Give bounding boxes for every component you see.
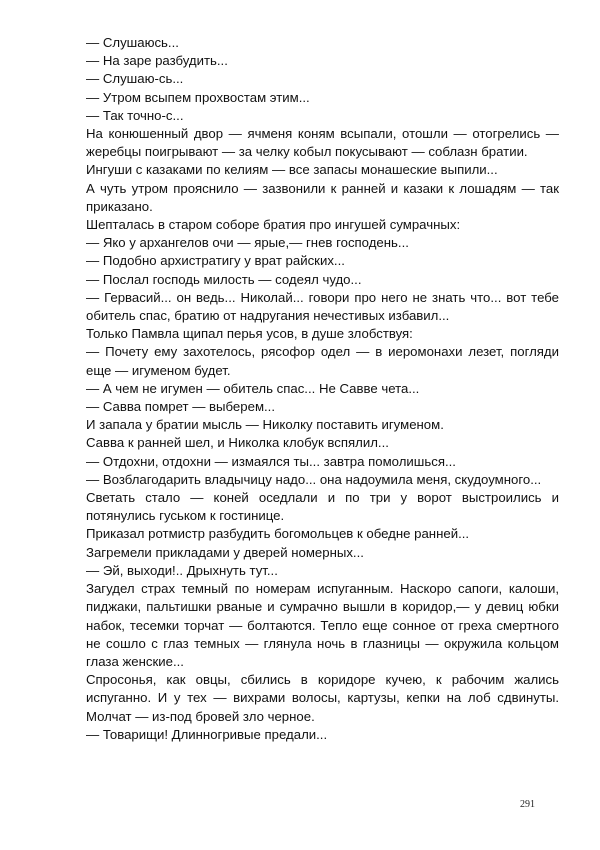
paragraph: — На заре разбудить... (86, 53, 228, 69)
paragraph: — Послал господь милость — содеял чудо... (86, 271, 362, 287)
paragraph: — Савва помрет — выберем... (86, 399, 275, 415)
paragraph: — Подобно архистратигу у врат райских... (86, 253, 345, 269)
paragraph: — Эй, выходи!.. Дрыхнуть тут... (86, 562, 278, 578)
paragraph: Загремели прикладами у дверей номерных... (86, 544, 364, 560)
paragraph: На конюшенный двор — ячменя коням всыпали, отошли — отогрелись — жеребцы поигрывают — за челку кобыл покусывают — соблазн братии. (86, 126, 559, 160)
paragraph: — А чем не игумен — обитель спас... Не Савве чета... (86, 380, 420, 396)
paragraph: Спросонья, как овцы, сбились в коридоре кучею, к рабочим жались испуганно. И у тех — вихрами волосы, картузы, кепки на лоб сдвинуты. Молчат — из-под бровей зло черное. (86, 672, 559, 724)
page-number: 291 (520, 799, 535, 810)
paragraph: — Товарищи! Длинногривые предали... (86, 726, 328, 742)
paragraph: Приказал ротмистр разбудить богомольцев к обедне ранней... (86, 526, 470, 542)
paragraph: — Слушаюсь... (86, 35, 179, 50)
paragraph: — Слушаю-сь... (86, 71, 184, 87)
paragraph: — Яко у архангелов очи — ярые,— гнев господень... (86, 235, 409, 251)
paragraph: Только Памвла щипал перья усов, в душе злобствуя: (86, 326, 413, 342)
paragraph: — Гервасий... он ведь... Николай... говори про него не знать что... вот тебе обитель спас, братию от надругания нечестивых избавил... (86, 289, 559, 324)
paragraph: Загудел страх темный по номерам испуганным. Наскоро сапоги, калоши, пиджаки, пальтишки рваные и сумрачно вышли в коридор,— у девиц юбки набок, тесемки торчат — болтаются. Тепло еще сонное от греха смертного не сошло с глаз темных — глянула ночь в глазницы — окружила кольцом глаза женские... (86, 581, 559, 669)
paragraph: — Почету ему захотелось, рясофор одел — в иеромонахи лезет, погляди еще — игуменом будет. (86, 344, 559, 378)
paragraph: И запала у братии мысль — Николку поставить игуменом. (86, 417, 444, 433)
paragraph: — Так точно-с... (86, 107, 184, 123)
paragraph: Савва к ранней шел, и Николка клобук вспялил... (86, 435, 389, 451)
paragraph: Ингуши с казаками по келиям — все запасы монашеские выпили... (86, 162, 498, 178)
paragraph: — Отдохни, отдохни — измаялся ты... завтра помолишься... (86, 453, 456, 469)
paragraph: — Утром всыпем прохвостам этим... (86, 89, 310, 105)
page-text (86, 34, 559, 744)
paragraph: Светать стало — коней оседлали и по три у ворот выстроились и потянулись гуськом к гостинице. (86, 490, 559, 524)
paragraph: — Возблагодарить владычицу надо... она надоумила меня, скудоумного... (86, 471, 542, 487)
paragraph: А чуть утром прояснило — зазвонили к ранней и казаки к лошадям — так приказано. (86, 180, 559, 214)
paragraph: Шепталась в старом соборе братия про ингушей сумрачных: (86, 217, 461, 233)
